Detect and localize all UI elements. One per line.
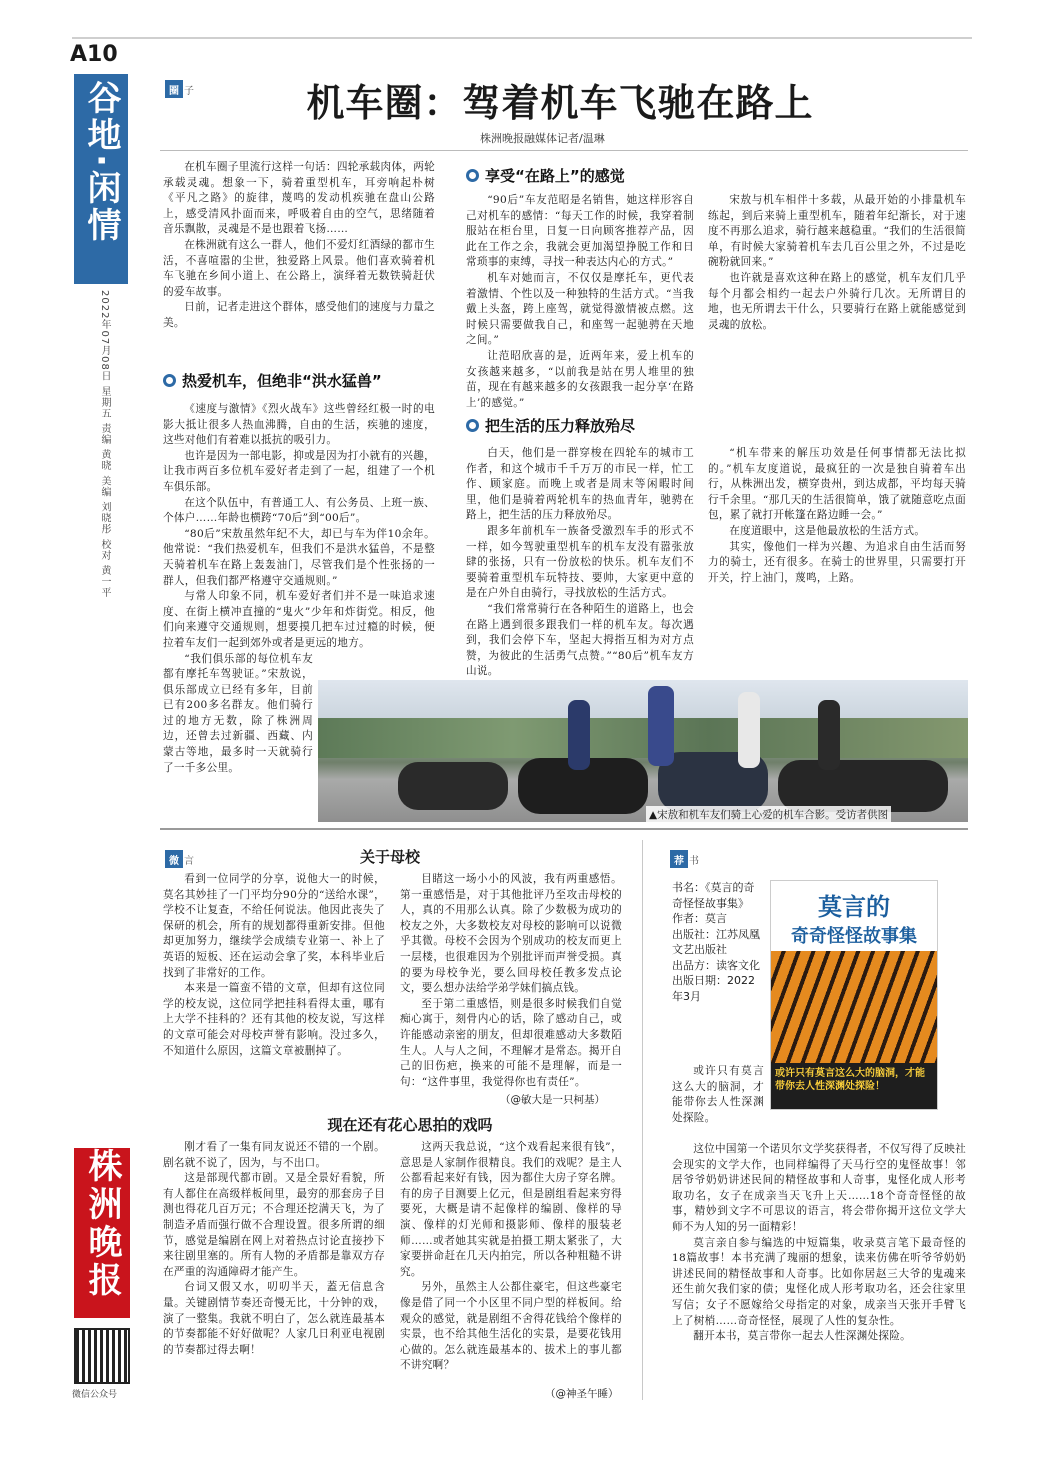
body-para: 翻开本书，莫言带你一起去人性深渊处探险。 — [693, 1330, 912, 1343]
bullet-icon — [466, 169, 479, 182]
body-para: 这是部现代都市剧。又是全景好看貌，所有人都住在高级样板间里，最穷的那套房子目测也得花几百万元；不合理还挖满天飞，为了制造矛盾而强行做不合理设置。很多所谓的细节，感觉是编剧在网上对着热点讨论直接抄下来往剧里塞的。所有人物的矛盾都是靠双方存在严重的沟通障碍才能产生。 — [163, 1172, 385, 1278]
masthead: 株洲晚报 — [74, 1148, 130, 1318]
date-line: 2022年07月08日 星期五 责编 黄晓 美编 刘晓彤 校对 黄一平 — [99, 290, 110, 599]
bullet-icon — [466, 419, 479, 432]
book-body — [672, 1142, 966, 1404]
motorcycle — [778, 760, 948, 812]
body-para: 机车对她而言，不仅仅是摩托车，更代表着激情、个性以及一种独特的生活方式。“当我戴上头盔，跨上座驾，就觉得激情被点燃。这时候只需要做我自己，和座驾一起驰骋在天地之间。” — [466, 271, 694, 347]
body-para: 台词又假又水，叨叨半天，蓋无信息含量。关键剧情节奏还奇慢无比，十分钟的戏，演了一整集。我就不明白了，怎么就连最基本的节奏都能不好好做呢？人家几日利亚电视剧的节奏都过得去啊！ — [163, 1281, 385, 1356]
body-para: 另外，虽然主人公都住豪宅，但这些豪宅像是借了同一个小区里不同户型的样板间。给观众的感觉，就是剧组不舍得花钱给个像样的实景，也不给其他生活化的实景，是要花钱用心做的。怎么就连最基本的、拔术上的事儿都不讲究啊？ — [400, 1281, 622, 1372]
cover-title: 奇奇怪怪故事集 — [791, 926, 917, 947]
page-number: A10 — [70, 42, 118, 67]
cover-title: 莫言的 — [818, 893, 890, 921]
body-para: 让范昭欣喜的是，近两年来，爱上机车的女孩越来越多，“以前我是站在男人堆里的独苗，现在有越来越多的女孩跟我一起分享‘在路上’的感觉。” — [466, 349, 694, 409]
essay-tag: 微 言 — [165, 850, 194, 868]
cover-banner: 或许只有莫言这么大的脑洞，才能带你去人性深渊处探险！ — [771, 1063, 937, 1109]
book-meta — [672, 880, 764, 1004]
essay2-col-2 — [400, 1140, 622, 1384]
article-tag: 圈 子 — [165, 80, 194, 98]
essay1-title: 关于母校 — [359, 848, 420, 866]
qr-code[interactable] — [76, 1330, 128, 1382]
tiger-illustration — [771, 951, 937, 1063]
body-para: 这位中国第一个诺贝尔文学奖获得者，不仅写得了反映社会现实的文学大作，也同样编得了天马行空的鬼怪故事！邻居爷爷奶奶讲述民间的精怪故事和人奇事，鬼怪化成人形考取功名，女子在成亲当天飞升上天……18个奇奇怪怪的故事，精妙到文字不可思议的语言，将会带你揭开这位文学大师不为人知的另一面精彩！ — [672, 1143, 966, 1233]
section-name: 谷地·闲情 — [81, 80, 121, 244]
essay2-signature: （@神圣午睡） — [545, 1388, 619, 1400]
section-heading-1: 热爱机车，但绝非“洪水猛兽” — [163, 370, 382, 391]
motorcycle-photo — [318, 680, 968, 822]
essay2-col-1 — [163, 1140, 385, 1402]
column-divider — [642, 840, 643, 1400]
book-lead: 或许只有莫言这么大的脑洞，才能带你去人性深渊处探险。 — [672, 1065, 764, 1124]
book-meta-line: 作者：莫言 — [672, 912, 727, 925]
motorcycle — [398, 762, 508, 810]
article-column-3 — [708, 193, 966, 385]
article-title: 机车圈：驾着机车飞驰在路上 — [306, 80, 814, 125]
body-para: 本来是一篇蛮不错的文章，但却有这位同学的校友说，这位同学把挂科看得太重，哪有上大学不挂科的？还有其他的校友说，写这样的文章可能会对母校声誉有影响。没过多久，不知道什么原因，这篇文章被删掉了。 — [163, 982, 385, 1057]
photo-caption: ▲宋敖和机车友们骑上心爱的机车合影。受访者供图 — [646, 806, 891, 823]
essay1-signature: （@敏大是一只柯基） — [500, 1094, 605, 1106]
intro-para: 在机车圈子里流行这样一句话：四轮承载肉体，两轮承载灵魂。想象一下，骑着重型机车，耳旁响起朴树《平凡之路》的旋律，蔑鸣的发动机疾驰在盘山公路上，感受清风扑面而来，呼吸着自由的空气，思绪随着音乐飘散，灵魂是不是也跟着飞扬…… — [163, 161, 435, 236]
body-para: 与常人印象不同，机车爱好者们并不是一味追求速度、在街上横冲直撞的“鬼火”少年和炸街党。相反，他们向来遵守交通规则，想要摸几把车过过瘾的时候，便拉着车友们一起到郊外或者是更远的地方。 — [163, 590, 435, 649]
essay1-col-1 — [163, 872, 385, 1108]
body-para: 也许就是喜欢这种在路上的感觉，机车友们几乎每个月都会相约一起去户外骑行几次。无所谓目的地，也无所谓去干什么，只要骑行在路上就能感觉到灵魂的放松。 — [708, 271, 966, 331]
body-para: “我们常常骑行在各种陌生的道路上，也会在路上遇到很多跟我们一样的机车友。每次遇到，我们会停下车，坚起大拇指互相为对方点赞，为彼此的生活勇气点赞。”“80后”机车友方山说。 — [466, 602, 694, 678]
section-2-body — [466, 193, 694, 409]
body-para: 宋敖与机车相伴十多载，从最开始的小排量机车练起，到后来骑上重型机车，随着年纪渐长，对于速度不再那么追求，骑行越来越稳重。“我们的生活很简单，有时候大家骑着机车去几百公里之外，不过是吃碗粉就回来。” — [708, 194, 966, 269]
body-para: 在度道眼中，这是他最放松的生活方式。 — [729, 524, 926, 537]
body-para: “我们俱乐部的每位机车友都有摩托车驾驶证。”宋敖说，俱乐部成立已经有多年，目前已有200多名群友。他们骑行过的地方无数，除了株洲周边，还曾去过新疆、西藏、内蒙古等地，最多时一天就骑行了一千多公里。 — [163, 652, 313, 774]
qr-caption: 微信公众号 — [72, 1390, 118, 1400]
article-column-1 — [163, 160, 435, 354]
body-para: 莫言亲自参与编选的中短篇集，收录莫言笔下最奇怪的18篇故事！本书充满了瑰丽的想象，读来仿佛在听爷爷奶奶讲述民间的精怪故事和人奇事。比如你居赵三大爷的鬼魂来还生前欠我们家的债；鬼怪化成人形考取功名，还会往家里写信；女子不愿嫁给父母指定的对象，成亲当天张开手臂飞上了树梢……奇奇怪怪，展现了人性的复杂性。 — [672, 1236, 966, 1327]
book-meta-line: 出版日期：2022年3月 — [672, 974, 755, 1003]
intro-para: 在株洲就有这么一群人，他们不爱灯红酒绿的都市生活，不喜喧嚣的尘世，独爱路上风景。他们喜欢骑着机车飞驰在乡间小道上、在公路上，演绎着无数铁骑赶伏的爱车故事。 — [163, 238, 435, 298]
body-para: 《速度与激情》《烈火战车》这些曾经红极一时的电影大抵让很多人热血沸腾，自由的生活，疾驰的速度，这些对他们有着难以抵抗的吸引力。 — [163, 403, 435, 447]
body-para: “机车带来的解压功效是任何事情都无法比拟的。”机车友度道说，最疯狂的一次是独自骑着车出行，从株洲出发，横穿贵州，到达成都，平均每天骑行千余里。“那几天的生活很简单，饿了就随意吃点面包，累了就打开帐篷在路边睡一会。” — [708, 447, 966, 522]
rider — [818, 700, 840, 770]
section-heading-3: 把生活的压力释放殆尽 — [466, 415, 635, 436]
section-heading-2: 享受“在路上”的感觉 — [466, 165, 625, 186]
essay2-title: 现在还有花心思拍的戏吗 — [327, 1116, 493, 1134]
body-para: 在这个队伍中，有普通工人、有公务员、上班一族、个体户……年龄也横跨“70后”到“00后”。 — [163, 496, 435, 525]
body-para: 白天，他们是一群穿梭在四轮车的城市工作者，和这个城市千千万万的市民一样，忙工作、顾家庭。而晚上或者是周末等闲暇时间里，他们是骑着两轮机车的热血青年，驰骋在路上，把生活的压力释放殆尽。 — [466, 447, 694, 522]
book-meta-line: 书名：《莫言的奇奇怪怪故事集》 — [672, 881, 755, 910]
body-para: “80后”宋敖虽然年纪不大，却已与车为伴10余年。他常说：“我们热爱机车，但我们不是洪水猛兽，不是整天骑着机车在路上轰轰油门，尽管我们是个性张扬的一群人，但我们都严格遵守交通规则。” — [163, 527, 435, 587]
intro-para: 日前，记者走进这个群体，感受他们的速度与力量之美。 — [163, 301, 435, 329]
article-byline: 株洲晚报融媒体记者/温琳 — [480, 132, 605, 145]
bullet-icon — [163, 374, 176, 387]
body-para: 至于第二重感悟，则是很多时候我们自觉痴心寓于，刻骨内心的话，除了感动自己，或许能感动亲密的朋友，但却很难感动大多数陌生人。人与人之间，不理解才是常态。揭开自己的旧伤疤，换来的可能不是理解，而是一句：“这件事里，我觉得你也有责任”。 — [400, 997, 622, 1088]
body-para: 这两天我总说，“这个戏看起来很有钱”，意思是人家制作很精良。我们的戏呢？是主人公都看起来好有钱，因为都住大房子穿名牌。有的房子目测要上亿元，但是剧组看起来穷得要死，大概是请不起像样的编剧、像样的导演、像样的灯光师和摄影师、像样的服装老师……或者她其实就是拍摄工期太紧张了，大家要拼命赶在几天内拍完，所以各种粗糙不讲究。 — [400, 1141, 622, 1278]
section-rule — [160, 828, 968, 830]
rider — [568, 700, 590, 770]
body-para: 看到一位同学的分享，说他大一的时候，莫名其妙挂了一门平均分90分的“送给水课”，学校不让复查，不给任何说法。他因此丧失了保研的机会，所有的规划都得重新安排。但他却更加努力，继续学会成绩专业第一、补上了英语的短板、还在运动会拿了奖，本科毕业后找到了非常好的工作。 — [163, 873, 385, 979]
book-meta-line: 出品方：读客文化 — [672, 958, 760, 972]
title-rule — [160, 150, 968, 151]
book-meta-line: 出版社：江苏凤凰文艺出版社 — [672, 927, 760, 956]
trees — [318, 718, 968, 758]
rider — [648, 686, 674, 766]
section-3-body — [466, 446, 694, 684]
body-para: 也许是因为一部电影，抑或是因为打小就有的兴趣，让我市两百多位机车爱好者走到了一起，组建了一个机车俱乐部。 — [163, 449, 435, 493]
book-cover — [770, 880, 938, 1110]
essay1-col-2 — [400, 872, 622, 1092]
body-para: 目睹这一场小小的风波，我有两重感悟。第一重感悟是，对于其他批评乃至攻击母校的人，真的不用那么认真。除了少数极为成功的校友之外，大多数校友对母校的影响可以说微乎其微。母校不会因为个别成功的校友而更上一层楼，也很难因为个别批评而声誉受损。真的要为母校争光，要么回母校任教多发点论文，要么想办法给学弟学妹们搞点钱。 — [400, 873, 622, 995]
body-para: 其实，像他们一样为兴趣、为追求自由生活而努力的骑士，还有很多。在骑士的世界里，只需要打开开关，拧上油门，蔑鸣，上路。 — [708, 540, 966, 584]
rider — [738, 692, 760, 768]
article-column-3b — [708, 446, 966, 684]
top-rule — [72, 37, 972, 39]
body-para: 跟多年前机车一族备受激烈车手的形式不一样，如今驾驶重型机车的机车友没有嚣张放肆的张扬，只有一份放松的快乐。机车友们不要骑着重型机车玩特技、要帅，大家更中意的是在户外自由骑行，寻找放松的生活方式。 — [466, 524, 694, 600]
book-tag: 荐 书 — [670, 850, 699, 868]
body-para: 刚才看了一集有同友说还不错的一个剧。剧名就不说了，因为，与不出口。 — [163, 1141, 385, 1169]
body-para: “90后”车友范昭是名销售，她这样形容自己对机车的感情：“每天工作的时候，我穿着制服站在柜台里，日复一日向顾客推荐产品，因此在工作之余，我就会更加渴望挣脱工作和日常琐事的束缚，寻找一种表达内心的方式。” — [466, 194, 694, 269]
